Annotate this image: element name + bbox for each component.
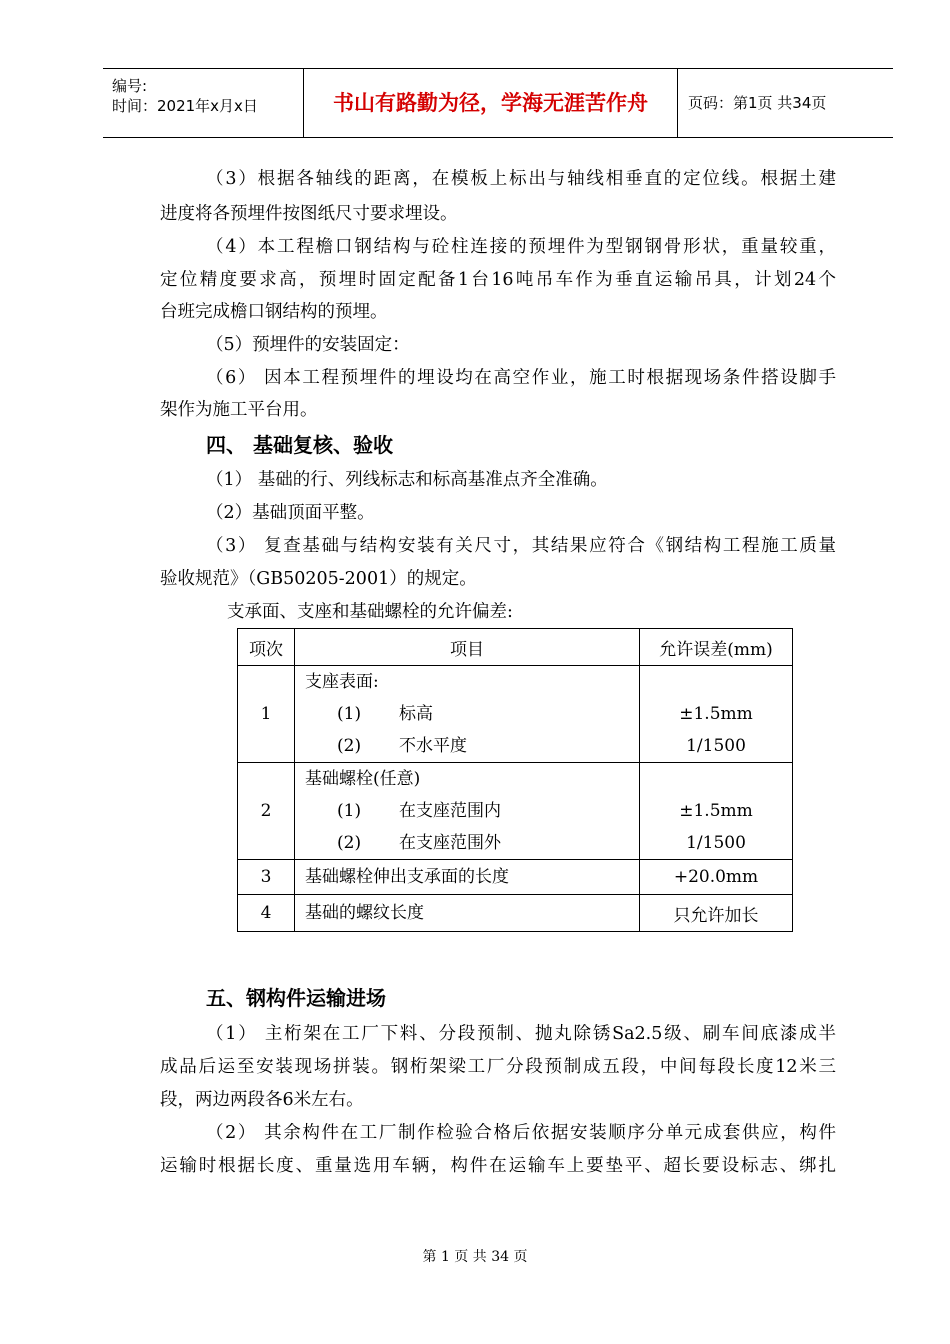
row-index: 3: [238, 860, 295, 895]
section-4-item-2: （2）基础顶面平整。: [206, 503, 375, 523]
table-row: [238, 763, 793, 860]
row-index: 2: [238, 763, 295, 860]
row-tolerance: [640, 666, 793, 763]
paragraph-5: （5）预埋件的安装固定：: [206, 335, 410, 355]
header-motto: 书山有路勤为径，学海无涯苦作舟: [304, 69, 678, 137]
row-item-title: 基础螺栓(任意): [305, 769, 421, 789]
row-subitem: [295, 730, 639, 762]
subitem-value: 标高: [399, 704, 433, 724]
header-cell-index: 项次: [238, 629, 295, 666]
subitem-value: 不水平度: [399, 736, 467, 756]
page-footer: 第 1 页 共 34 页: [422, 1249, 528, 1265]
table-row: [238, 860, 793, 895]
row-index: 4: [238, 895, 295, 932]
section-5-item-2-line-1: （2） 其余构件在工厂制作检验合格后依据安装顺序分单元成套供应，构件: [206, 1123, 836, 1143]
paragraph-3-line-2: 进度将各预埋件按图纸尺寸要求埋设。: [160, 204, 458, 224]
section-5-item-1-line-1: （1） 主桁架在工厂下料、分段预制、抛丸除锈Sa2.5级、刷车间底漆成半: [206, 1024, 836, 1044]
number-label: 编号:: [112, 77, 148, 95]
tolerance-value: 1/1500: [686, 833, 746, 853]
section-5-item-1-line-3: 段，两边两段各6米左右。: [160, 1090, 364, 1110]
row-item: [295, 763, 640, 860]
header-meta-cell: [103, 69, 304, 137]
row-subitem: [295, 698, 639, 730]
table-row: [238, 895, 793, 932]
subitem-key: (1): [337, 704, 362, 724]
subitem-key: (1): [337, 801, 362, 821]
tolerance-table: [237, 628, 793, 932]
subitem-value: 在支座范围外: [399, 833, 501, 853]
paragraph-4-line-1: （4）本工程檐口钢结构与砼柱连接的预埋件为型钢钢骨形状，重量较重，: [206, 237, 836, 257]
subitem-key: (2): [337, 833, 362, 853]
time-label: 时间：2021年x月x日: [112, 97, 258, 115]
header-page-info: 页码：第1页 共34页: [688, 94, 827, 112]
paragraph-3-line-1: （3）根据各轴线的距离，在模板上标出与轴线相垂直的定位线。根据土建: [206, 169, 836, 189]
page-header: [103, 68, 893, 138]
row-tolerance: +20.0mm: [640, 860, 793, 895]
row-tolerance: [640, 763, 793, 860]
row-tolerance: 只允许加长: [640, 895, 793, 932]
tolerance-value: 1/1500: [686, 736, 746, 756]
tolerance-value: ±1.5mm: [679, 704, 753, 724]
row-item-title: 支座表面:: [305, 672, 379, 692]
paragraph-6-line-1: （6） 因本工程预埋件的埋设均在高空作业，施工时根据现场条件搭设脚手: [206, 368, 836, 388]
section-4-heading: 四、 基础复核、验收: [206, 433, 393, 457]
row-item-text: 基础螺栓伸出支承面的长度: [305, 867, 509, 887]
section-4-item-3-line-1: （3） 复查基础与结构安装有关尺寸，其结果应符合《钢结构工程施工质量: [206, 536, 836, 556]
section-5-heading: 五、钢构件运输进场: [206, 986, 386, 1010]
paragraph-4-line-2: 定位精度要求高，预埋时固定配备1台16吨吊车作为垂直运输吊具，计划24个: [160, 270, 836, 290]
header-cell-item: 项目: [295, 629, 640, 666]
row-item: [295, 895, 640, 932]
row-item-text: 基础的螺纹长度: [305, 903, 424, 923]
tolerance-value: ±1.5mm: [679, 801, 753, 821]
header-cell-tolerance: 允许误差(mm): [640, 629, 793, 666]
row-item: [295, 666, 640, 763]
section-4-item-3-line-2: 验收规范》（GB50205-2001）的规定。: [160, 569, 477, 589]
row-item: [295, 860, 640, 895]
subitem-key: (2): [337, 736, 362, 756]
row-subitem: [295, 827, 639, 859]
table-header-row: [238, 629, 793, 666]
section-4-item-1: （1） 基础的行、列线标志和标高基准点齐全准确。: [206, 470, 608, 490]
subitem-value: 在支座范围内: [399, 801, 501, 821]
section-5-item-1-line-2: 成品后运至安装现场拼装。钢桁架梁工厂分段预制成五段，中间每段长度12米三: [160, 1057, 836, 1077]
table-caption: 支承面、支座和基础螺栓的允许偏差:: [227, 602, 513, 622]
row-subitem: [295, 795, 639, 827]
table-row: [238, 666, 793, 763]
paragraph-6-line-2: 架作为施工平台用。: [160, 400, 318, 420]
section-5-item-2-line-2: 运输时根据长度、重量选用车辆，构件在运输车上要垫平、超长要设标志、绑扎: [160, 1156, 836, 1176]
paragraph-4-line-3: 台班完成檐口钢结构的预埋。: [160, 302, 388, 322]
row-index: 1: [238, 666, 295, 763]
